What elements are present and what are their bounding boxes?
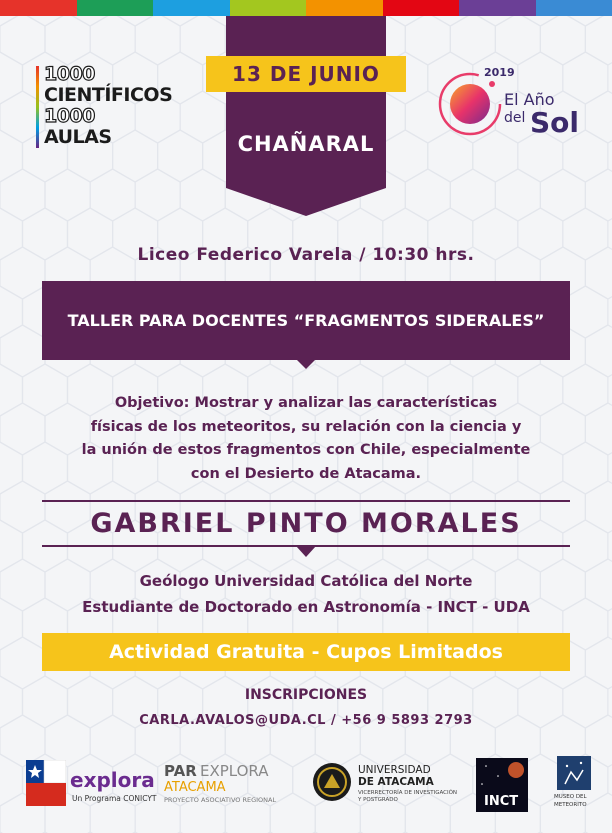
hexagon [450,169,495,221]
uda-line-2: DE ATACAMA [358,776,434,788]
logo-color-bar [36,66,39,148]
hexagon [495,169,540,221]
hexagon [135,169,180,221]
hexagon [180,91,225,143]
objective-text [30,392,582,486]
contact-link[interactable]: CARLA.AVALOS@UDA.CL / +56 9 5893 2793 [139,713,473,728]
color-stripe [306,0,383,16]
speaker-credential: Geólogo Universidad Católica del Norte [139,572,473,590]
logo-ano-del-sol [436,62,586,152]
explora-sub: Un Programa CONICYT [72,794,157,803]
hexagon [45,13,90,65]
hexagon [0,13,45,65]
hexagon [180,169,225,221]
logo-parexplora [164,762,294,812]
objective-line: físicas de los meteoritos, su relación con la ciencia y [90,418,522,435]
museum-icon [557,756,591,790]
sol-line-1: El Año [504,90,555,109]
hexagon [0,286,23,338]
parexplora-tagline: PROYECTO ASOCIATIVO REGIONAL [164,796,277,804]
divider-top [42,500,570,502]
hexagon [383,130,428,182]
hexagon [45,169,90,221]
hexagon [0,52,23,104]
objective-line: la unión de estos fragmentos con Chile, especialmente [81,442,531,458]
event-city: CHAÑARAL [237,132,375,156]
hexagon [585,325,612,377]
hexagon [0,364,23,416]
hexagon [495,13,540,65]
speaker-credential: Estudiante de Doctorado en Astronomía - INCT - UDA [82,598,530,616]
color-stripe [536,0,612,16]
hexagon [405,13,450,65]
logo-inct [476,758,528,812]
hexagon [585,91,612,143]
hexagon [0,442,23,494]
sol-line-2: del [504,110,526,126]
chile-government-icon [26,760,66,806]
event-date: 13 DE JUNIO [206,56,406,92]
hexagon [90,169,135,221]
logo-museo-meteorito [554,756,594,816]
color-stripe [153,0,230,16]
hexagon [450,13,495,65]
color-stripe [383,0,460,16]
logo-line-1: 1000 [44,63,95,85]
uda-line-4: Y POSTGRADO [358,797,398,803]
uda-line-3: VICERRECTORÍA DE INVESTIGACIÓN [358,790,458,796]
logo-1000-cientificos [36,64,186,154]
hexagon [540,169,585,221]
hexagon [135,13,180,65]
hexagon [585,169,612,221]
color-stripe [459,0,536,16]
hexagon [0,637,45,689]
hexagon [0,325,45,377]
logo-line-3: 1000 [44,105,95,127]
color-stripe [0,0,77,16]
sponsor-logos [0,750,612,820]
explora-name: explora [70,768,155,792]
hexagon [585,637,612,689]
color-stripes [0,0,612,16]
speaker-notch [296,546,316,557]
sol-year: 2019 [484,66,515,79]
hexagon [585,403,612,455]
logo-explora [26,758,157,814]
color-stripe [230,0,307,16]
logo-line-2: CIENTÍFICOS [44,84,173,106]
hexagon [585,13,612,65]
hexagon [540,13,585,65]
inct-label: INCT [484,794,519,809]
uda-shield-icon [312,762,352,802]
parexplora-par: PAR [164,762,197,780]
parexplora-explora: EXPLORA [200,762,269,780]
event-venue: Liceo Federico Varela / 10:30 hrs. [137,245,475,265]
free-activity-banner: Actividad Gratuita - Cupos Limitados [42,633,570,671]
parexplora-region: ATACAMA [164,780,226,795]
date-ribbon [226,16,386,216]
hexagon [90,13,135,65]
objective-line: Objetivo: Mostrar y analizar las características [114,395,498,411]
logo-universidad-de-atacama [312,758,462,814]
hexagon [0,169,45,221]
logo-line-4: AULAS [44,126,112,148]
workshop-notch [296,359,316,369]
speaker-name: GABRIEL PINTO MORALES [90,508,522,539]
objective-line: con el Desierto de Atacama. [190,465,422,482]
registration-label: INSCRIPCIONES [244,687,368,703]
museo-line-1: MUSEO DEL [554,794,587,800]
workshop-title: TALLER PARA DOCENTES “FRAGMENTOS SIDERALES” [67,311,545,330]
sol-line-3: Sol [530,106,579,139]
color-stripe [77,0,154,16]
hexagon [0,130,23,182]
uda-line-1: UNIVERSIDAD [358,764,431,776]
hexagon [405,169,450,221]
workshop-title-box [42,281,570,360]
museo-line-2: METEORITO [554,802,587,808]
